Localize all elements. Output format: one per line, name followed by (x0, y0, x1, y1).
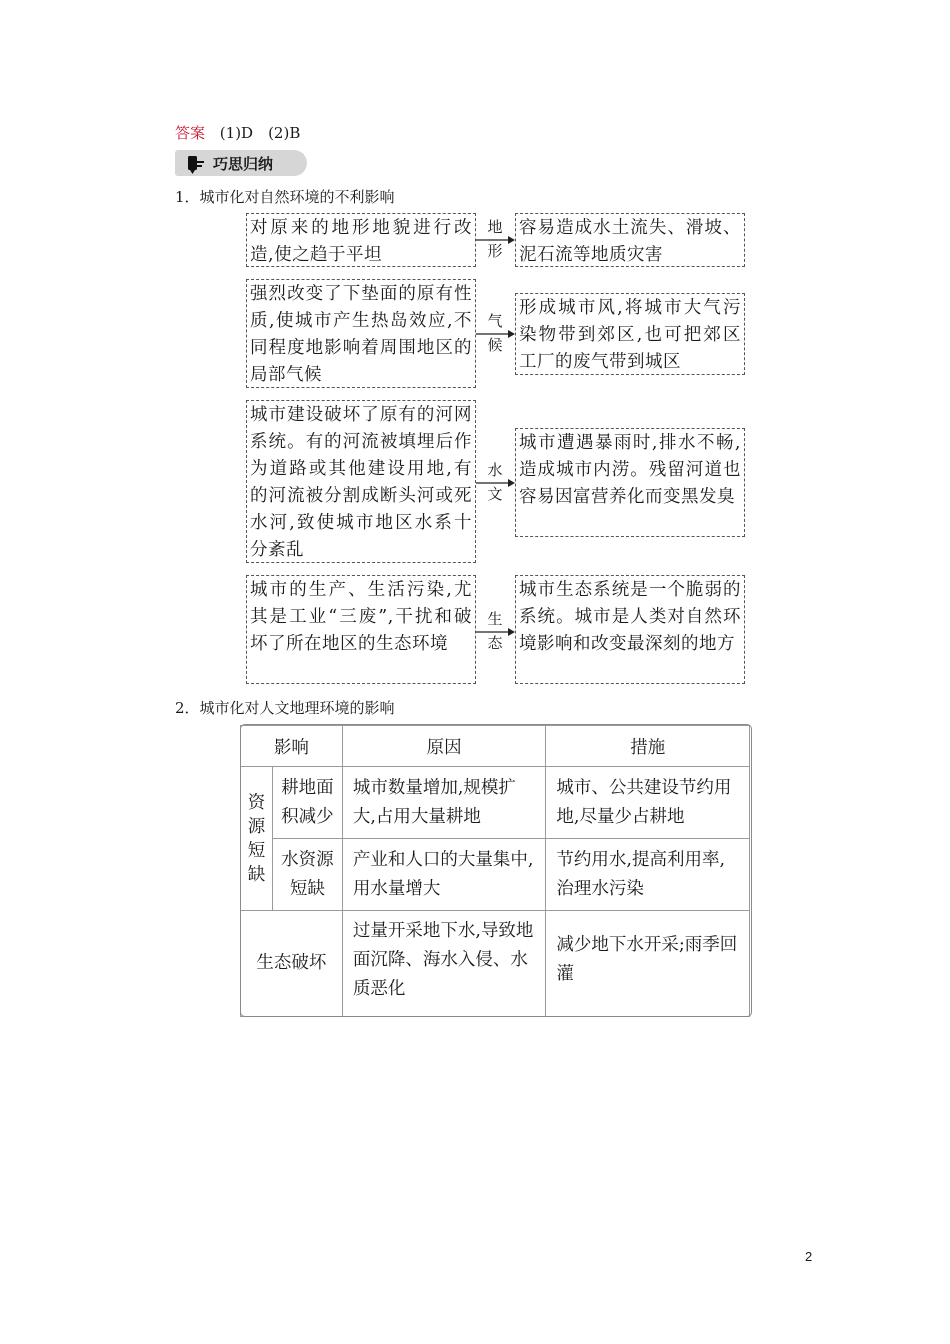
cause-box-climate: 强烈改变了下垫面的原有性质,使城市产生热岛效应,不同程度地影响着周围地区的局部气候 (246, 279, 476, 388)
table-row (241, 839, 750, 911)
measure-cell (546, 911, 750, 1017)
category-hydrology-label: 水文 (487, 461, 503, 503)
impact-text: 生态破坏 (256, 953, 327, 973)
reason-cell (342, 767, 546, 839)
measure-text: 城市、公共建设节约用地,尽量少占耕地 (556, 777, 732, 827)
table-header-row (241, 726, 750, 767)
header-measure: 措施 (546, 726, 750, 767)
table-row (241, 911, 750, 1017)
cause-box-ecology: 城市的生产、生活污染,尤其是工业“三废”,干扰和破坏了所在地区的生态环境 (246, 575, 476, 684)
measure-text: 减少地下水开采;雨季回灌 (556, 935, 738, 984)
header-impact: 影响 (241, 726, 343, 767)
arrow-hydrology (476, 478, 515, 488)
banner-title: 巧思归纳 (213, 154, 274, 173)
arrow-ecology (476, 627, 515, 637)
impact-text: 水资源短缺 (281, 849, 334, 899)
answer-text: (1)D (2)B (219, 124, 301, 142)
section1-heading: 1．城市化对自然环境的不利影响 (175, 188, 395, 206)
summary-banner (175, 150, 307, 176)
category-terrain-label: 地形 (487, 218, 503, 260)
measure-text: 节约用水,提高利用率,治理水污染 (556, 849, 726, 899)
measure-cell (546, 767, 750, 839)
impact-table (240, 725, 750, 1017)
category-ecology-label: 生态 (487, 610, 503, 652)
reason-cell (342, 911, 546, 1017)
effect-box-hydrology: 城市遭遇暴雨时,排水不畅,造成城市内涝。残留河道也容易因富营养化而变黑发臭 (515, 428, 745, 537)
answer-label: 答案 (175, 124, 206, 142)
reason-text: 城市数量增加,规模扩大,占用大量耕地 (352, 777, 516, 827)
reason-cell (342, 839, 546, 911)
section2-heading: 2．城市化对人文地理环境的影响 (175, 699, 395, 717)
effect-box-climate: 形成城市风,将城市大气污染物带到郊区,也可把郊区工厂的废气带到城区 (515, 293, 745, 375)
group-cell (241, 767, 273, 911)
impact-cell (272, 839, 342, 911)
impact-cell (272, 767, 342, 839)
arrow-terrain (476, 235, 515, 245)
group-label: 资源短缺 (247, 792, 266, 885)
page-number: 2 (805, 1249, 813, 1264)
answer-line (175, 122, 300, 143)
reason-text: 产业和人口的大量集中,用水量增大 (352, 849, 534, 899)
impact-text: 耕地面积减少 (281, 777, 334, 827)
measure-cell (546, 839, 750, 911)
pen-icon (185, 152, 207, 174)
category-climate-label: 气候 (487, 312, 503, 354)
header-reason: 原因 (342, 726, 546, 767)
cause-box-hydrology: 城市建设破坏了原有的河网系统。有的河流被填埋后作为道路或其他建设用地,有的河流被分割成断头河或死水河,致使城市地区水系十分紊乱 (246, 400, 476, 563)
cause-box-terrain: 对原来的地形地貌进行改造,使之趋于平坦 (246, 213, 476, 267)
table-row (241, 767, 750, 839)
effect-box-ecology: 城市生态系统是一个脆弱的系统。城市是人类对自然环境影响和改变最深刻的地方 (515, 575, 745, 684)
reason-text: 过量开采地下水,导致地面沉降、海水入侵、水质恶化 (352, 921, 534, 999)
effect-box-terrain: 容易造成水土流失、滑坡、泥石流等地质灾害 (515, 213, 745, 267)
impact-cell (241, 911, 343, 1017)
arrow-climate (476, 329, 515, 339)
